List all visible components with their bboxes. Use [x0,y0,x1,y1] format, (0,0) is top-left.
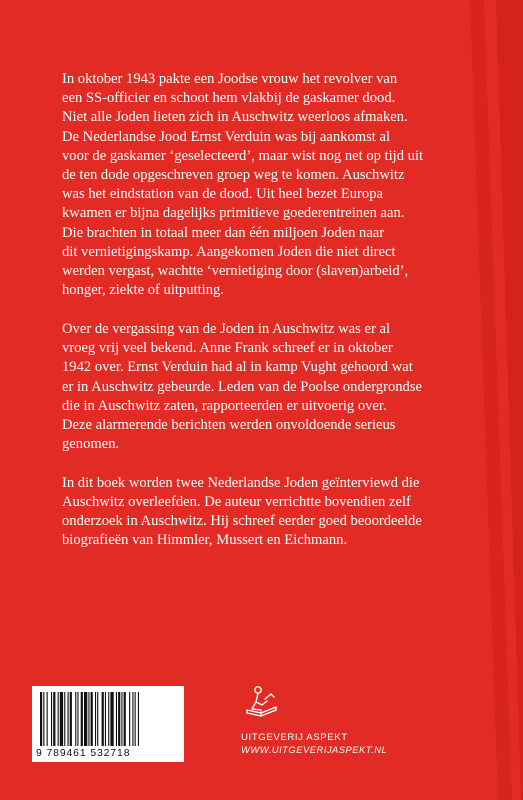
blurb-line: onderzoek in Auschwitz. Hij schreef eerder goed beoordeelde [62,513,422,530]
blurb-line: er in Auschwitz gebeurde. Leden van de Poolse ondergrondse [62,378,423,395]
blurb-line: die in Auschwitz zaten, rapporteerden er uitvoerig over. [62,397,387,414]
blurb-line: genomen. [62,436,120,453]
blurb-line: In oktober 1943 pakte een Joodse vrouw het revolver van [62,71,398,87]
blurb-line: De Nederlandse Jood Ernst Verduin was bij aankomst al [62,128,391,145]
blurb-line: Auschwitz overleefden. De auteur verrichtte bovendien zelf [62,494,411,511]
blurb-line: 1942 over. Ernst Verduin had al in kamp Vught gehoord wat [62,359,413,376]
blurb-line: biografieën van Himmler, Mussert en Eichmann. [62,532,348,549]
blurb-line: Deze alarmerende berichten werden onvoldoende serieus [62,416,396,433]
publisher-url: WWW.UITGEVERIJASPEKT.NL [241,744,388,755]
blurb-line: dit vernietigingskamp. Aangekomen Joden die niet direct [62,243,396,260]
blurb-line: Niet alle Joden lieten zich in Auschwitz weerloos afmaken. [62,109,408,126]
blurb-line: Over de vergassing van de Joden in Auschwitz was er al [62,320,391,337]
isbn-number: 9 789461 532718 [36,748,131,759]
blurb-line: een SS-officier en schoot hem vlakbij de gaskamer dood. [62,90,396,107]
blurb-line: In dit boek worden twee Nederlandse Joden geïnterviewd die [62,474,420,491]
blurb-line: honger, ziekte of uitputting. [62,282,224,299]
blurb-line: Die brachten in totaal meer dan één miljoen Joden naar [62,224,385,241]
blurb-line: was het eindstation van de dood. Uit heel bezet Europa [62,186,383,203]
blurb-line: werden vergast, wachtte ‘vernietiging door (slaven)arbeid’, [62,263,409,280]
blurb-line: vroeg vrij veel bekend. Anne Frank schreef er in oktober [62,340,393,357]
blurb-line: de ten dode opgeschreven groep weg te komen. Auschwitz [62,167,405,184]
blurb-line: kwamen er bijna dagelijks primitieve goederentreinen aan. [62,205,405,222]
blurb-line: voor de gaskamer ‘geselecteerd’, maar wist nog net op tijd uit [62,147,424,164]
publisher-name: UITGEVERIJ ASPEKT [241,732,348,743]
